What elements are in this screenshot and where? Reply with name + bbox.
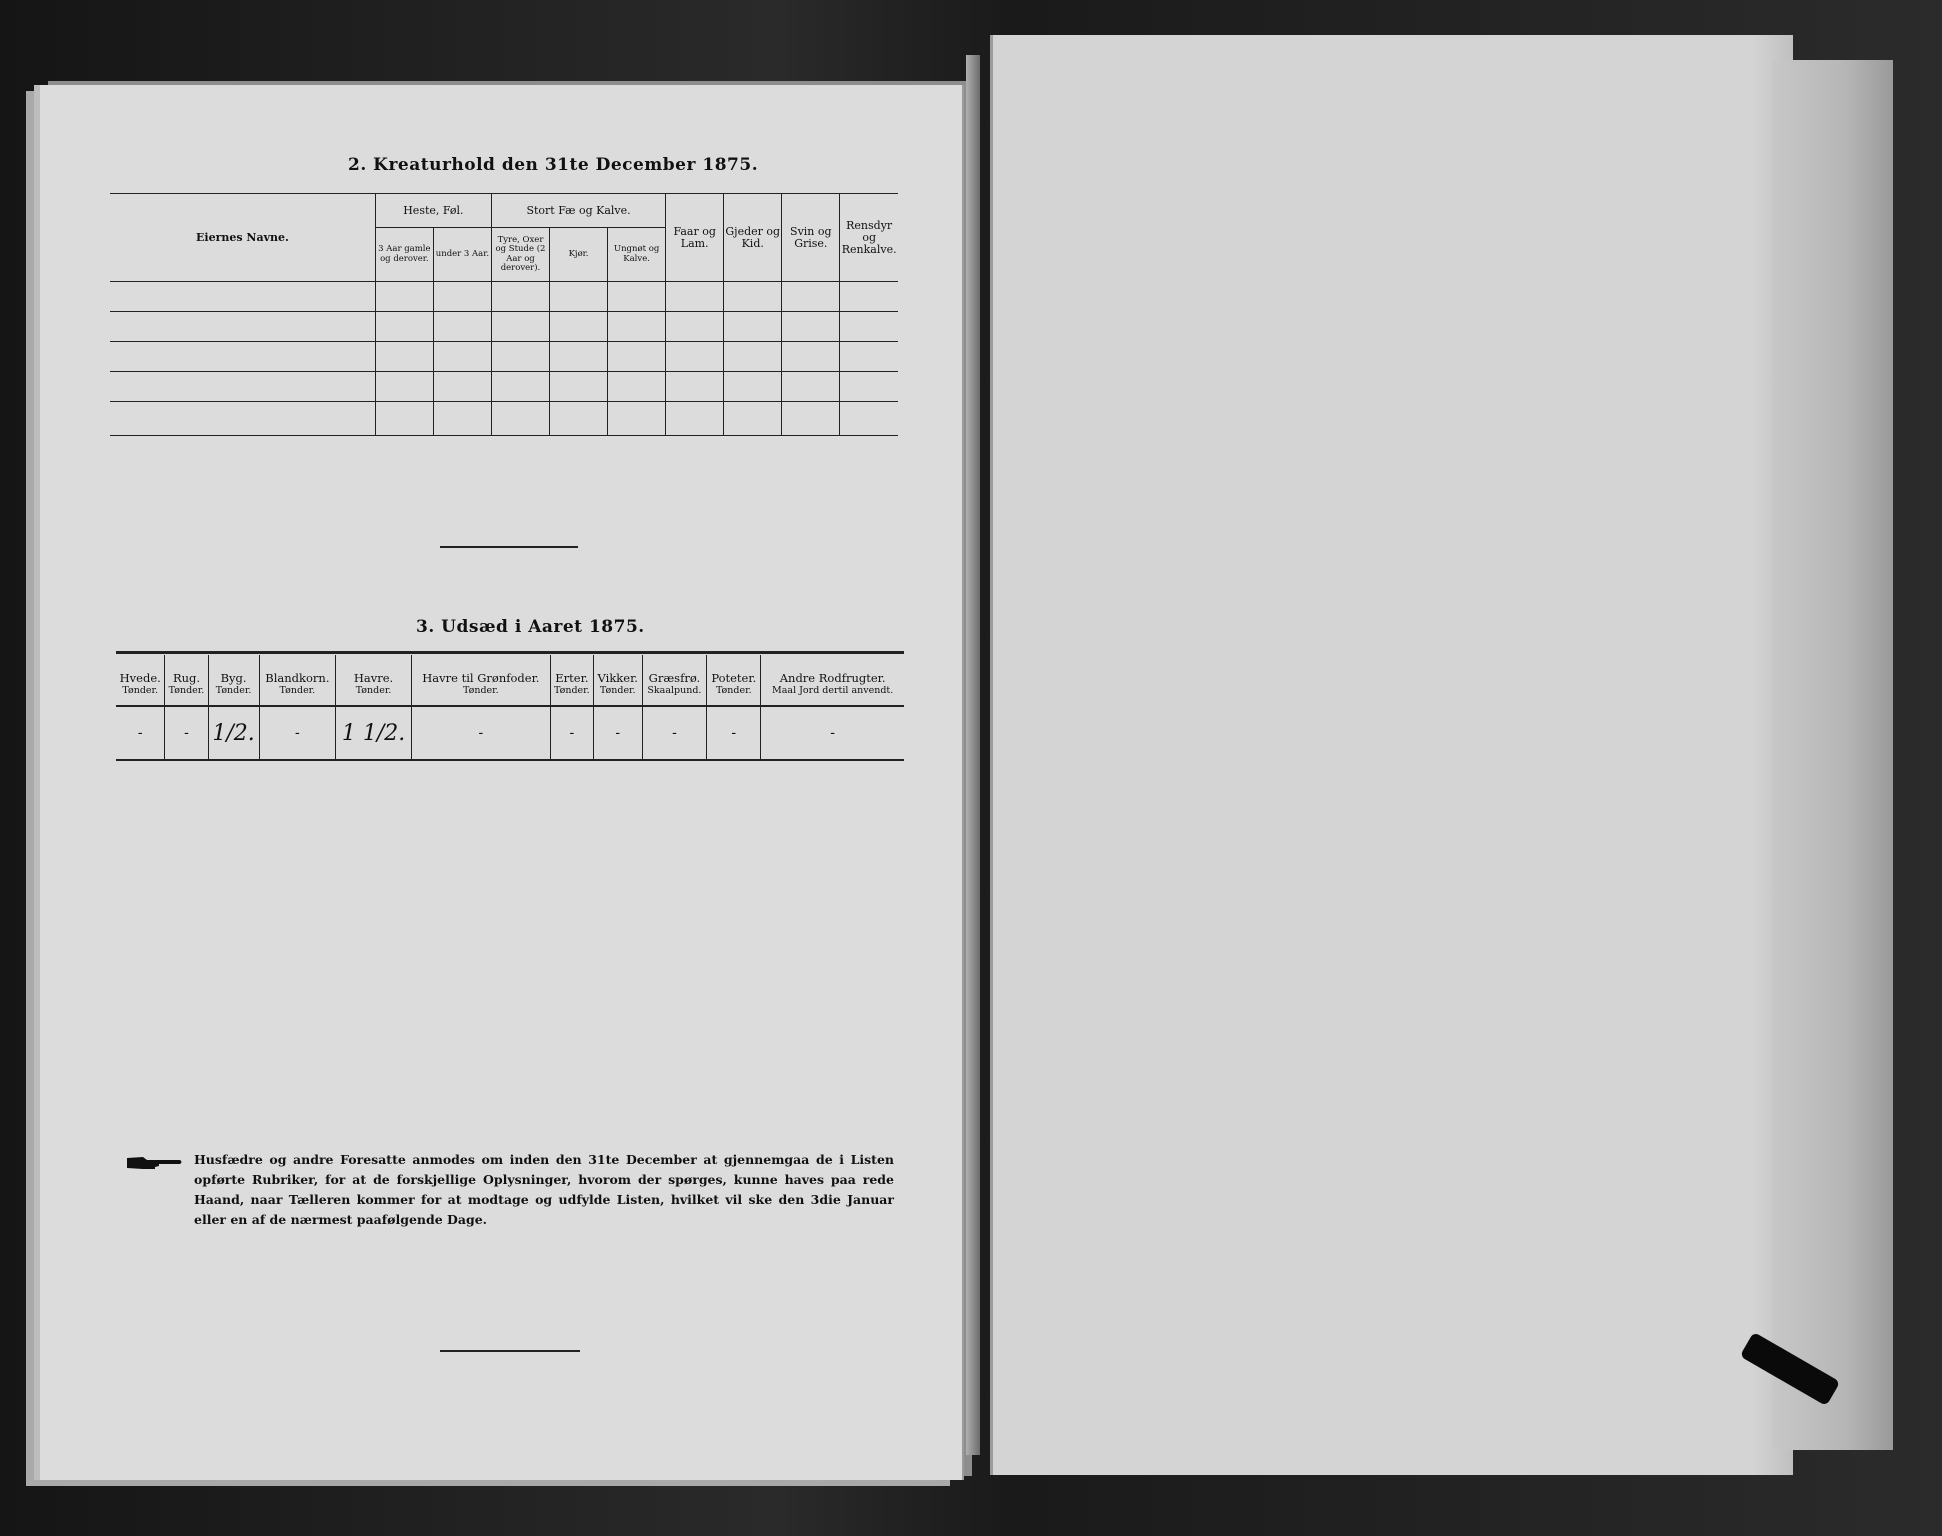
- seed-top-rule: [116, 651, 904, 654]
- seed-col-value: -: [707, 706, 761, 760]
- stort-fae-header: Stort Fæ og Kalve.: [491, 194, 665, 228]
- seed-table: [116, 655, 904, 761]
- pointing-hand-icon: [125, 1154, 183, 1172]
- heste-header: Heste, Føl.: [375, 194, 491, 228]
- seed-col-name: Byg.: [208, 655, 259, 685]
- seed-col-name: Hvede.: [119, 671, 161, 685]
- page-edge-stack: [966, 55, 980, 1455]
- table-row: [110, 282, 898, 312]
- seed-col-unit: Skaalpund.: [642, 685, 707, 706]
- seed-title: 3. Udsæd i Aaret 1875.: [416, 617, 645, 637]
- seed-col-unit: Tønder.: [707, 685, 761, 706]
- table-row: [110, 372, 898, 402]
- right-page-blank: [990, 35, 1773, 1475]
- notice-text: Husfædre og andre Foresatte anmodes om inden den 31te December at gjennemgaa de i Listen opførte Rubriker, for at de forskjellige Oplysninger, hvorom der spørges, kunne haves paa rede Haand, naar Tælleren kommer for at modtage og udfylde Listen, hvilket vil ske den 3die Januar eller en af de nærmest paafølgende Dage.: [194, 1152, 894, 1227]
- seed-col-value: -: [411, 706, 550, 760]
- seed-col-name: Andre Rodfrugter.: [761, 655, 904, 685]
- livestock-table: [110, 193, 898, 436]
- seed-col-unit: Tønder.: [116, 685, 165, 706]
- seed-col-unit: Tønder.: [165, 685, 208, 706]
- seed-col-name: Græsfrø.: [642, 655, 707, 685]
- table-row: [110, 402, 898, 436]
- seed-col-unit: Tønder.: [550, 685, 593, 706]
- seed-col-name: Poteter.: [707, 655, 761, 685]
- seed-col-name: Rug.: [165, 655, 208, 685]
- seed-col-value: 1/2.: [208, 706, 259, 760]
- table-row: [110, 312, 898, 342]
- owner-col-header: Eiernes Navne.: [110, 194, 375, 282]
- end-divider: [440, 1350, 580, 1352]
- livestock-title: 2. Kreaturhold den 31te December 1875.: [348, 155, 759, 175]
- seed-col-unit: Tønder.: [208, 685, 259, 706]
- seed-col-unit: Maal Jord dertil anvendt.: [761, 685, 904, 706]
- seed-col-value: -: [761, 706, 904, 760]
- ungnot-header: Ungnøt og Kalve.: [608, 228, 666, 282]
- kjor-header: Kjør.: [550, 228, 608, 282]
- seed-col-value: -: [593, 706, 642, 760]
- seed-col-value: -: [259, 706, 336, 760]
- seed-col-name: Havre til Grønfoder.: [411, 655, 550, 685]
- heste-gamle-header: 3 Aar gamle og derover.: [375, 228, 433, 282]
- seed-col-unit: Tønder.: [336, 685, 412, 706]
- seed-col-unit: Tønder.: [411, 685, 550, 706]
- seed-col-name: Erter.: [550, 655, 593, 685]
- seed-col-unit: Tønder.: [259, 685, 336, 706]
- faar-header: Faar og Lam.: [666, 194, 724, 282]
- tyre-header: Tyre, Oxer og Stude (2 Aar og derover).: [491, 228, 549, 282]
- section-divider: [440, 546, 578, 548]
- seed-col-value: -: [550, 706, 593, 760]
- seed-col-unit: Tønder.: [593, 685, 642, 706]
- next-page-strip: [1773, 60, 1893, 1450]
- seed-col-name: Blandkorn.: [259, 655, 336, 685]
- table-row: [110, 342, 898, 372]
- rensdyr-header: Rensdyr og Renkalve.: [840, 194, 898, 282]
- heste-under-header: under 3 Aar.: [433, 228, 491, 282]
- seed-col-name: Havre.: [336, 655, 412, 685]
- svin-header: Svin og Grise.: [782, 194, 840, 282]
- seed-col-value: -: [642, 706, 707, 760]
- seed-col-value: -: [116, 706, 165, 760]
- seed-col-value: -: [165, 706, 208, 760]
- seed-col-value: 1 1/2.: [336, 706, 412, 760]
- gjeder-header: Gjeder og Kid.: [724, 194, 782, 282]
- seed-col-name: Vikker.: [593, 655, 642, 685]
